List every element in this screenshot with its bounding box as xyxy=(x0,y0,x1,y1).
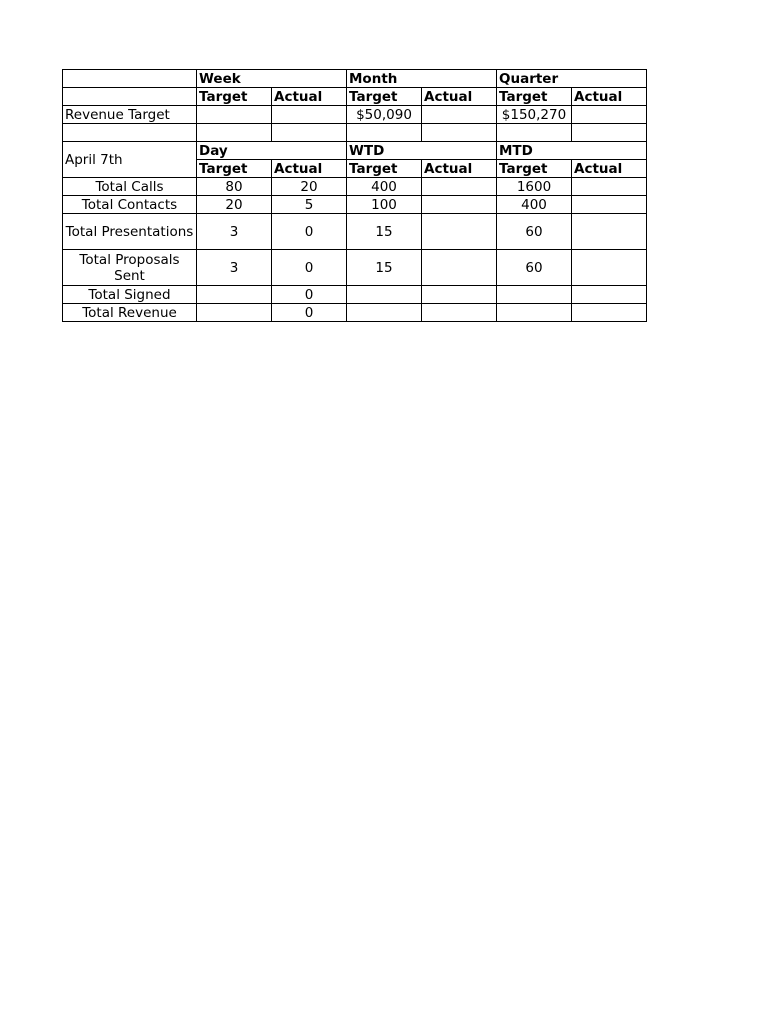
wtd-actual-value[interactable] xyxy=(422,286,497,304)
month-header[interactable]: Month xyxy=(347,70,497,88)
day-actual-value[interactable]: 0 xyxy=(272,214,347,250)
week-target-header[interactable]: Target xyxy=(197,88,272,106)
empty-cell[interactable] xyxy=(347,124,422,142)
wtd-actual-value[interactable] xyxy=(422,214,497,250)
month-actual-cell[interactable] xyxy=(422,106,497,124)
wtd-actual-header[interactable]: Actual xyxy=(422,160,497,178)
week-target-cell[interactable] xyxy=(197,106,272,124)
week-actual-cell[interactable] xyxy=(272,106,347,124)
metric-row-total-calls xyxy=(63,178,647,196)
mtd-target-value[interactable]: 1600 xyxy=(497,178,572,196)
empty-cell[interactable] xyxy=(422,124,497,142)
mtd-target-value[interactable] xyxy=(497,286,572,304)
day-target-value[interactable]: 3 xyxy=(197,250,272,286)
wtd-target-header[interactable]: Target xyxy=(347,160,422,178)
mtd-actual-value[interactable] xyxy=(572,214,647,250)
mtd-actual-value[interactable] xyxy=(572,304,647,322)
target-actual-header-row xyxy=(63,88,647,106)
empty-cell[interactable] xyxy=(63,88,197,106)
week-header[interactable]: Week xyxy=(197,70,347,88)
day-target-value[interactable]: 80 xyxy=(197,178,272,196)
month-actual-header[interactable]: Actual xyxy=(422,88,497,106)
metric-label[interactable]: Total Revenue xyxy=(63,304,197,322)
empty-cell[interactable] xyxy=(63,124,197,142)
mtd-actual-value[interactable] xyxy=(572,178,647,196)
mtd-target-value[interactable] xyxy=(497,304,572,322)
empty-cell[interactable] xyxy=(572,124,647,142)
date-label[interactable]: April 7th xyxy=(63,142,197,178)
mtd-actual-header[interactable]: Actual xyxy=(572,160,647,178)
quarter-target-header[interactable]: Target xyxy=(497,88,572,106)
wtd-target-value[interactable] xyxy=(347,286,422,304)
wtd-target-value[interactable]: 15 xyxy=(347,250,422,286)
mtd-target-value[interactable]: 60 xyxy=(497,250,572,286)
wtd-target-value[interactable]: 400 xyxy=(347,178,422,196)
wtd-actual-value[interactable] xyxy=(422,196,497,214)
sales-tracking-table xyxy=(62,69,647,322)
metric-row-total-revenue xyxy=(63,304,647,322)
day-target-value[interactable] xyxy=(197,286,272,304)
quarter-target-cell[interactable]: $150,270 xyxy=(497,106,572,124)
day-actual-value[interactable]: 0 xyxy=(272,286,347,304)
day-target-value[interactable] xyxy=(197,304,272,322)
wtd-target-value[interactable] xyxy=(347,304,422,322)
metric-row-total-contacts xyxy=(63,196,647,214)
week-actual-header[interactable]: Actual xyxy=(272,88,347,106)
wtd-target-value[interactable]: 100 xyxy=(347,196,422,214)
wtd-actual-value[interactable] xyxy=(422,304,497,322)
month-target-cell[interactable]: $50,090 xyxy=(347,106,422,124)
period-header-row xyxy=(63,70,647,88)
metric-label[interactable]: Total Calls xyxy=(63,178,197,196)
wtd-actual-value[interactable] xyxy=(422,178,497,196)
section2-header-row xyxy=(63,142,647,160)
day-target-header[interactable]: Target xyxy=(197,160,272,178)
day-header[interactable]: Day xyxy=(197,142,347,160)
empty-cell[interactable] xyxy=(272,124,347,142)
blank-row xyxy=(63,124,647,142)
metric-row-total-presentations xyxy=(63,214,647,250)
empty-cell[interactable] xyxy=(497,124,572,142)
mtd-header[interactable]: MTD xyxy=(497,142,647,160)
mtd-target-header[interactable]: Target xyxy=(497,160,572,178)
day-actual-value[interactable]: 0 xyxy=(272,250,347,286)
quarter-actual-header[interactable]: Actual xyxy=(572,88,647,106)
day-target-value[interactable]: 3 xyxy=(197,214,272,250)
empty-cell[interactable] xyxy=(63,70,197,88)
metric-label[interactable]: Total Contacts xyxy=(63,196,197,214)
metric-row-total-proposals-sent xyxy=(63,250,647,286)
wtd-actual-value[interactable] xyxy=(422,250,497,286)
mtd-target-value[interactable]: 60 xyxy=(497,214,572,250)
metric-row-total-signed xyxy=(63,286,647,304)
day-actual-header[interactable]: Actual xyxy=(272,160,347,178)
mtd-actual-value[interactable] xyxy=(572,196,647,214)
wtd-target-value[interactable]: 15 xyxy=(347,214,422,250)
mtd-target-value[interactable]: 400 xyxy=(497,196,572,214)
mtd-actual-value[interactable] xyxy=(572,250,647,286)
revenue-target-row xyxy=(63,106,647,124)
revenue-target-label[interactable]: Revenue Target xyxy=(63,106,197,124)
day-target-value[interactable]: 20 xyxy=(197,196,272,214)
day-actual-value[interactable]: 20 xyxy=(272,178,347,196)
metric-label[interactable]: Total Proposals Sent xyxy=(63,250,197,286)
day-actual-value[interactable]: 5 xyxy=(272,196,347,214)
quarter-header[interactable]: Quarter xyxy=(497,70,647,88)
empty-cell[interactable] xyxy=(197,124,272,142)
month-target-header[interactable]: Target xyxy=(347,88,422,106)
quarter-actual-cell[interactable] xyxy=(572,106,647,124)
day-actual-value[interactable]: 0 xyxy=(272,304,347,322)
metric-label[interactable]: Total Signed xyxy=(63,286,197,304)
metric-label[interactable]: Total Presentations xyxy=(63,214,197,250)
wtd-header[interactable]: WTD xyxy=(347,142,497,160)
mtd-actual-value[interactable] xyxy=(572,286,647,304)
